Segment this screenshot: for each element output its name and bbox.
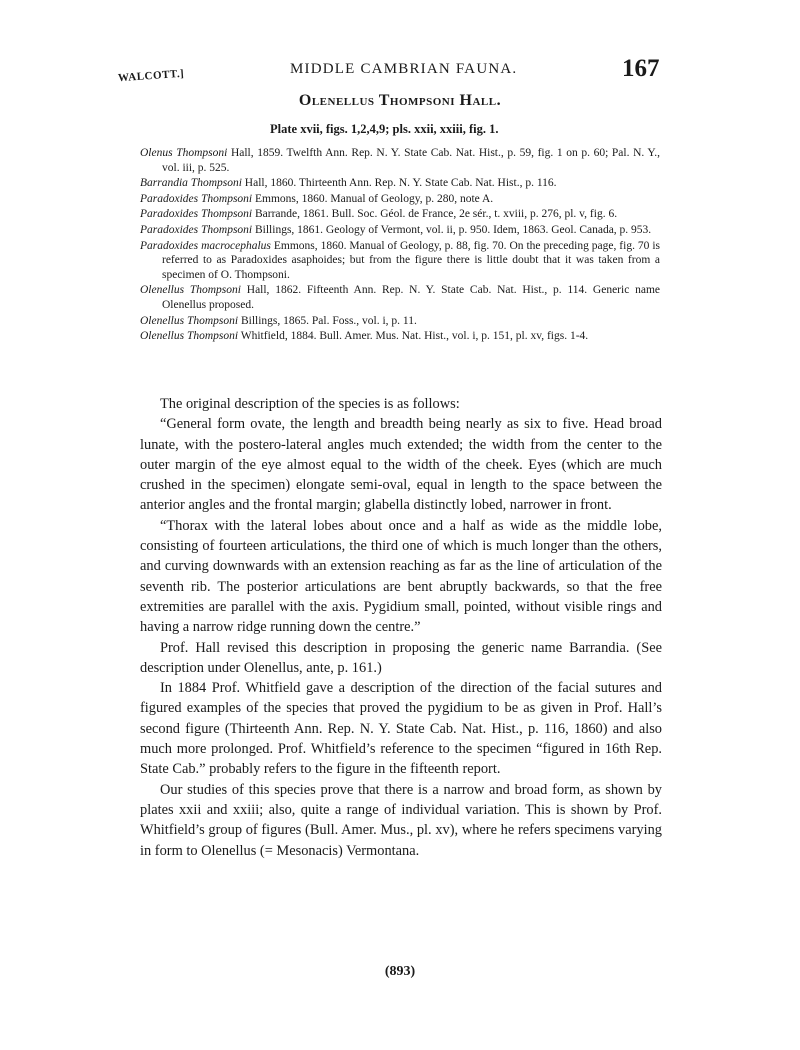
synonymy-entry	[140, 176, 660, 191]
taxon-name: Paradoxides Thompsoni	[140, 223, 253, 236]
synonymy-list	[140, 146, 660, 345]
synonymy-entry	[140, 329, 660, 344]
taxon-name: Olenus Thompsoni	[140, 147, 228, 159]
author-mark: WALCOTT.]	[117, 67, 185, 85]
citation-text: Emmons, 1860. Manual of Geology, p. 280, note A.	[252, 192, 494, 205]
citation-text: Hall, 1862. Fifteenth Ann. Rep. N. Y. State Cab. Nat. Hist., p. 114. Generic name Olenellus proposed.	[162, 284, 660, 311]
synonymy-entry	[140, 239, 660, 283]
species-title: Olenellus Thompsoni Hall.	[298, 92, 502, 109]
plate-reference: Plate xvii, figs. 1,2,4,9; pls. xxii, xxiii, fig. 1.	[270, 122, 499, 136]
synonymy-entry	[140, 314, 660, 329]
body-paragraph: The original description of the species is as follows:	[160, 396, 460, 412]
body-text	[140, 394, 662, 861]
citation-text: Billings, 1865. Pal. Foss., vol. i, p. 11.	[238, 314, 417, 327]
taxon-name: Paradoxides Thompsoni	[140, 208, 253, 221]
taxon-name: Olenellus Thompsoni	[140, 284, 241, 297]
citation-text: Hall, 1860. Thirteenth Ann. Rep. N. Y. State Cab. Nat. Hist., p. 116.	[241, 177, 557, 190]
citation-text: Billings, 1861. Geology of Vermont, vol. ii, p. 950. Idem, 1863. Geol. Canada, p. 953.	[252, 223, 652, 236]
citation-text: Barrande, 1861. Bull. Soc. Géol. de France, 2e sér., t. xviii, p. 276, pl. v, fig. 6.	[252, 208, 618, 221]
taxon-name: Olenellus Thompsoni	[140, 314, 239, 327]
taxon-name: Paradoxides Thompsoni	[140, 192, 253, 205]
synonymy-entry	[140, 207, 660, 222]
citation-text: Emmons, 1860. Manual of Geology, p. 88, fig. 70. On the preceding page, fig. 70 is referred to as Paradoxides asaphoides; but from the figure there is little doubt that it was taken from a specimen of O. Thompsoni.	[162, 239, 661, 281]
folio-number: (893)	[384, 964, 416, 979]
running-head	[0, 55, 800, 88]
citation-text: Hall, 1859. Twelfth Ann. Rep. N. Y. State Cab. Nat. Hist., p. 59, fig. 1 on p. 60; Pal. N. Y., vol. iii, p. 525.	[162, 147, 661, 174]
body-paragraph: “General form ovate, the length and breadth being nearly as six to five. Head broad lunate, with the postero-lateral angles much extended; the width from the center to the outer margin of the eye almost equal to the width of the cheek. Eyes (which are much crushed in the specimen) elongate semi-oval, equal in length to the space between the anterior angles and the frontal margin; glabella distinctly lobed, narrower in front.	[140, 416, 662, 514]
body-paragraph: In 1884 Prof. Whitfield gave a description of the direction of the facial sutures and figured examples of the species that proved the pygidium to be as given in Prof. Hall’s second figure (Thirteenth Ann. Rep. N. Y. State Cab. Nat. Hist., p. 116, 1860) and also much more prolonged. Prof. Whitfield’s reference to the specimen “figured in 16th Rep. State Cab.” probably refers to the figure in the fifteenth report.	[140, 680, 662, 778]
body-paragraph: Our studies of this species prove that there is a narrow and broad form, as shown by plates xxii and xxiii; also, quite a range of individual variation. This is shown by Prof. Whitfield’s group of figures (Bull. Amer. Mus., pl. xv), where he refers specimens varying in form to Olenellus (= Mesonacis) Vermontana.	[140, 781, 662, 859]
synonymy-entry	[140, 223, 660, 238]
synonymy-entry	[140, 192, 660, 207]
taxon-name: Barrandia Thompsoni	[140, 177, 242, 190]
synonymy-entry	[140, 146, 660, 175]
synonymy-entry	[140, 283, 660, 312]
citation-text: Whitfield, 1884. Bull. Amer. Mus. Nat. Hist., vol. i, p. 151, pl. xv, figs. 1-4.	[238, 330, 589, 343]
taxon-name: Olenellus Thompsoni	[140, 330, 239, 343]
page-number: 167	[622, 55, 660, 82]
body-paragraph: “Thorax with the lateral lobes about once and a half as wide as the middle lobe, consisting of fourteen articulations, the third one of which is much longer than the others, and curving downwards with an extension reaching as far as the line of articulation of the seventh rib. The posterior articulations are bent abruptly backwards, so that the free extremities are parallel with the axis. Pygidium small, pointed, without visible rings and having a narrow ridge running down the centre.”	[140, 517, 662, 636]
body-paragraph: Prof. Hall revised this description in proposing the generic name Barrandia. (See description under Olenellus, ante, p. 161.)	[140, 639, 662, 676]
taxon-name: Paradoxides macrocephalus	[140, 239, 271, 252]
running-title: MIDDLE CAMBRIAN FAUNA.	[290, 61, 518, 77]
